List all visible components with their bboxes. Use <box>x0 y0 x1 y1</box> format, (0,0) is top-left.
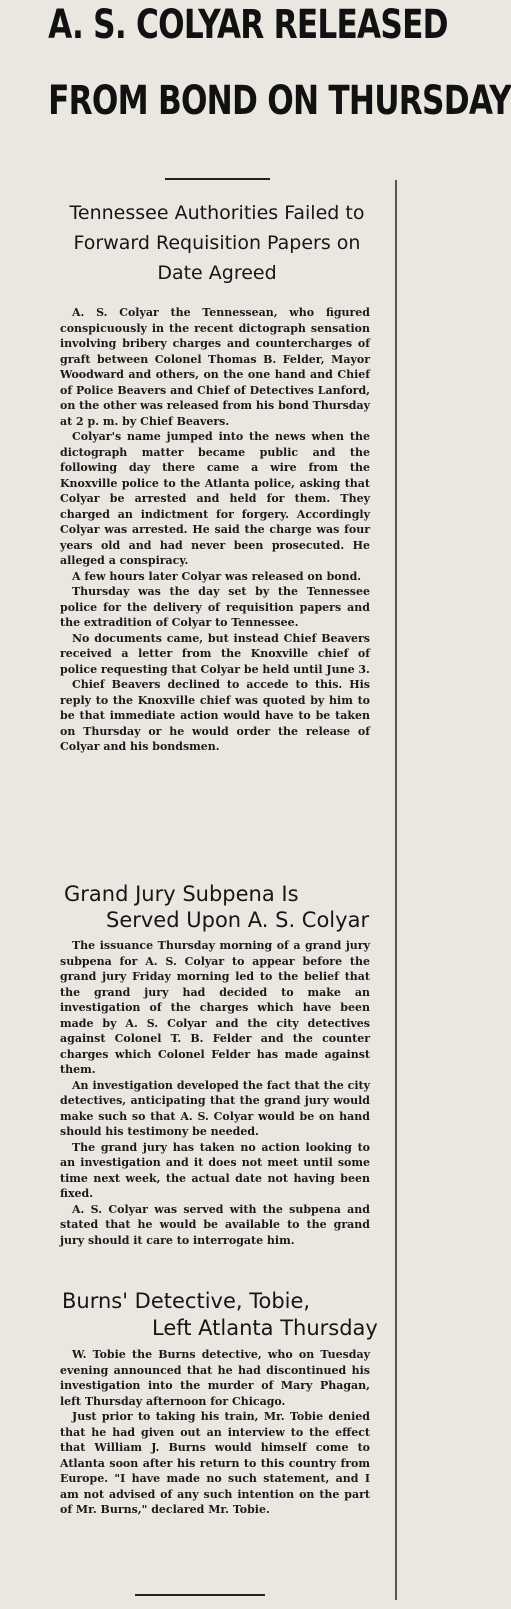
paragraph: Thursday was the day set by the Tennessee police for the delivery of requisition papers and the extradition of Colyar to Tennessee. <box>60 585 370 629</box>
paragraph: A few hours later Colyar was released on bond. <box>72 569 362 583</box>
subhead-grand-jury-2: Served Upon A. S. Colyar <box>106 908 370 932</box>
headline-line-1: A. S. COLYAR RELEASED <box>48 2 448 48</box>
footer-rule <box>135 1594 265 1596</box>
headline-line-2: FROM BOND ON THURSDAY <box>48 78 511 124</box>
paragraph: A. S. Colyar the Tennessean, who figured conspicuously in the recent dictograph sensation involving bribery charges and countercharges of graft between Colonel Thomas B. Felder, Mayor Woodward and others, on the one hand and Chief of Police Beavers and Chief of Detectives Lanford, on the other was released from his bond Thursday at 2 p. m. by Chief Beavers. <box>60 306 370 428</box>
article-section-3 <box>60 1347 370 1518</box>
paragraph: A. S. Colyar was served with the subpena and stated that he would be available to the grand jury should it care to interrogate him. <box>60 1202 370 1247</box>
paragraph: W. Tobie the Burns detective, who on Tuesday evening announced that he had discontinued his investigation into the murder of Mary Phagan, left Thursday afternoon for Chicago. <box>60 1348 370 1408</box>
paragraph: The grand jury has taken no action looking to an investigation and it does not meet until some time next week, the actual date not having been fixed. <box>60 1140 370 1200</box>
deck-headline: Tennessee Authorities Failed to Forward Requisition Papers on Date Agreed <box>69 202 365 284</box>
subhead-grand-jury-1: Grand Jury Subpena Is <box>64 882 299 906</box>
article-section-2 <box>60 938 370 1248</box>
paragraph: Chief Beavers declined to accede to this. His reply to the Knoxville chief was quoted by him to be that immediate action would have to be taken on Thursday or he would order the release of Colyar and his bondsmen. <box>60 678 370 753</box>
paragraph: An investigation developed the fact that the city detectives, anticipating that the grand jury would make such so that A. S. Colyar would be on hand should his testimony be needed. <box>60 1078 370 1138</box>
column-rule <box>395 180 397 1600</box>
paragraph: No documents came, but instead Chief Beavers received a letter from the Knoxville chief of police requesting that Colyar be held until June 3. <box>60 631 370 676</box>
paragraph: The issuance Thursday morning of a grand jury subpena for A. S. Colyar to appear before the grand jury Friday morning led to the belief that the grand jury had decided to make an investigation of the charges which have been made by A. S. Colyar and the city detectives against Colonel T. B. Felder and the counter charges which Colonel Felder has made against them. <box>60 939 370 1076</box>
paragraph: Just prior to taking his train, Mr. Tobie denied that he had given out an interview to the effect that William J. Burns would himself come to Atlanta soon after his return to this country from Europe. "I have made no such statement, and I am not advised of any such intention on the part of Mr. Burns," declared Mr. Tobie. <box>60 1410 370 1516</box>
headline-rule <box>165 178 270 180</box>
paragraph: Colyar's name jumped into the news when the dictograph matter became public and the following day there came a wire from the Knoxville police to the Atlanta police, asking that Colyar be arrested and held for them. They charged an indictment for forgery. Accordingly Colyar was arrested. He said the charge was four years old and had never been prosecuted. He alleged a conspiracy. <box>60 430 370 567</box>
subhead-burns-1: Burns' Detective, Tobie, <box>62 1289 311 1313</box>
article-section-1 <box>60 305 370 755</box>
subhead-burns-2: Left Atlanta Thursday <box>152 1316 378 1340</box>
